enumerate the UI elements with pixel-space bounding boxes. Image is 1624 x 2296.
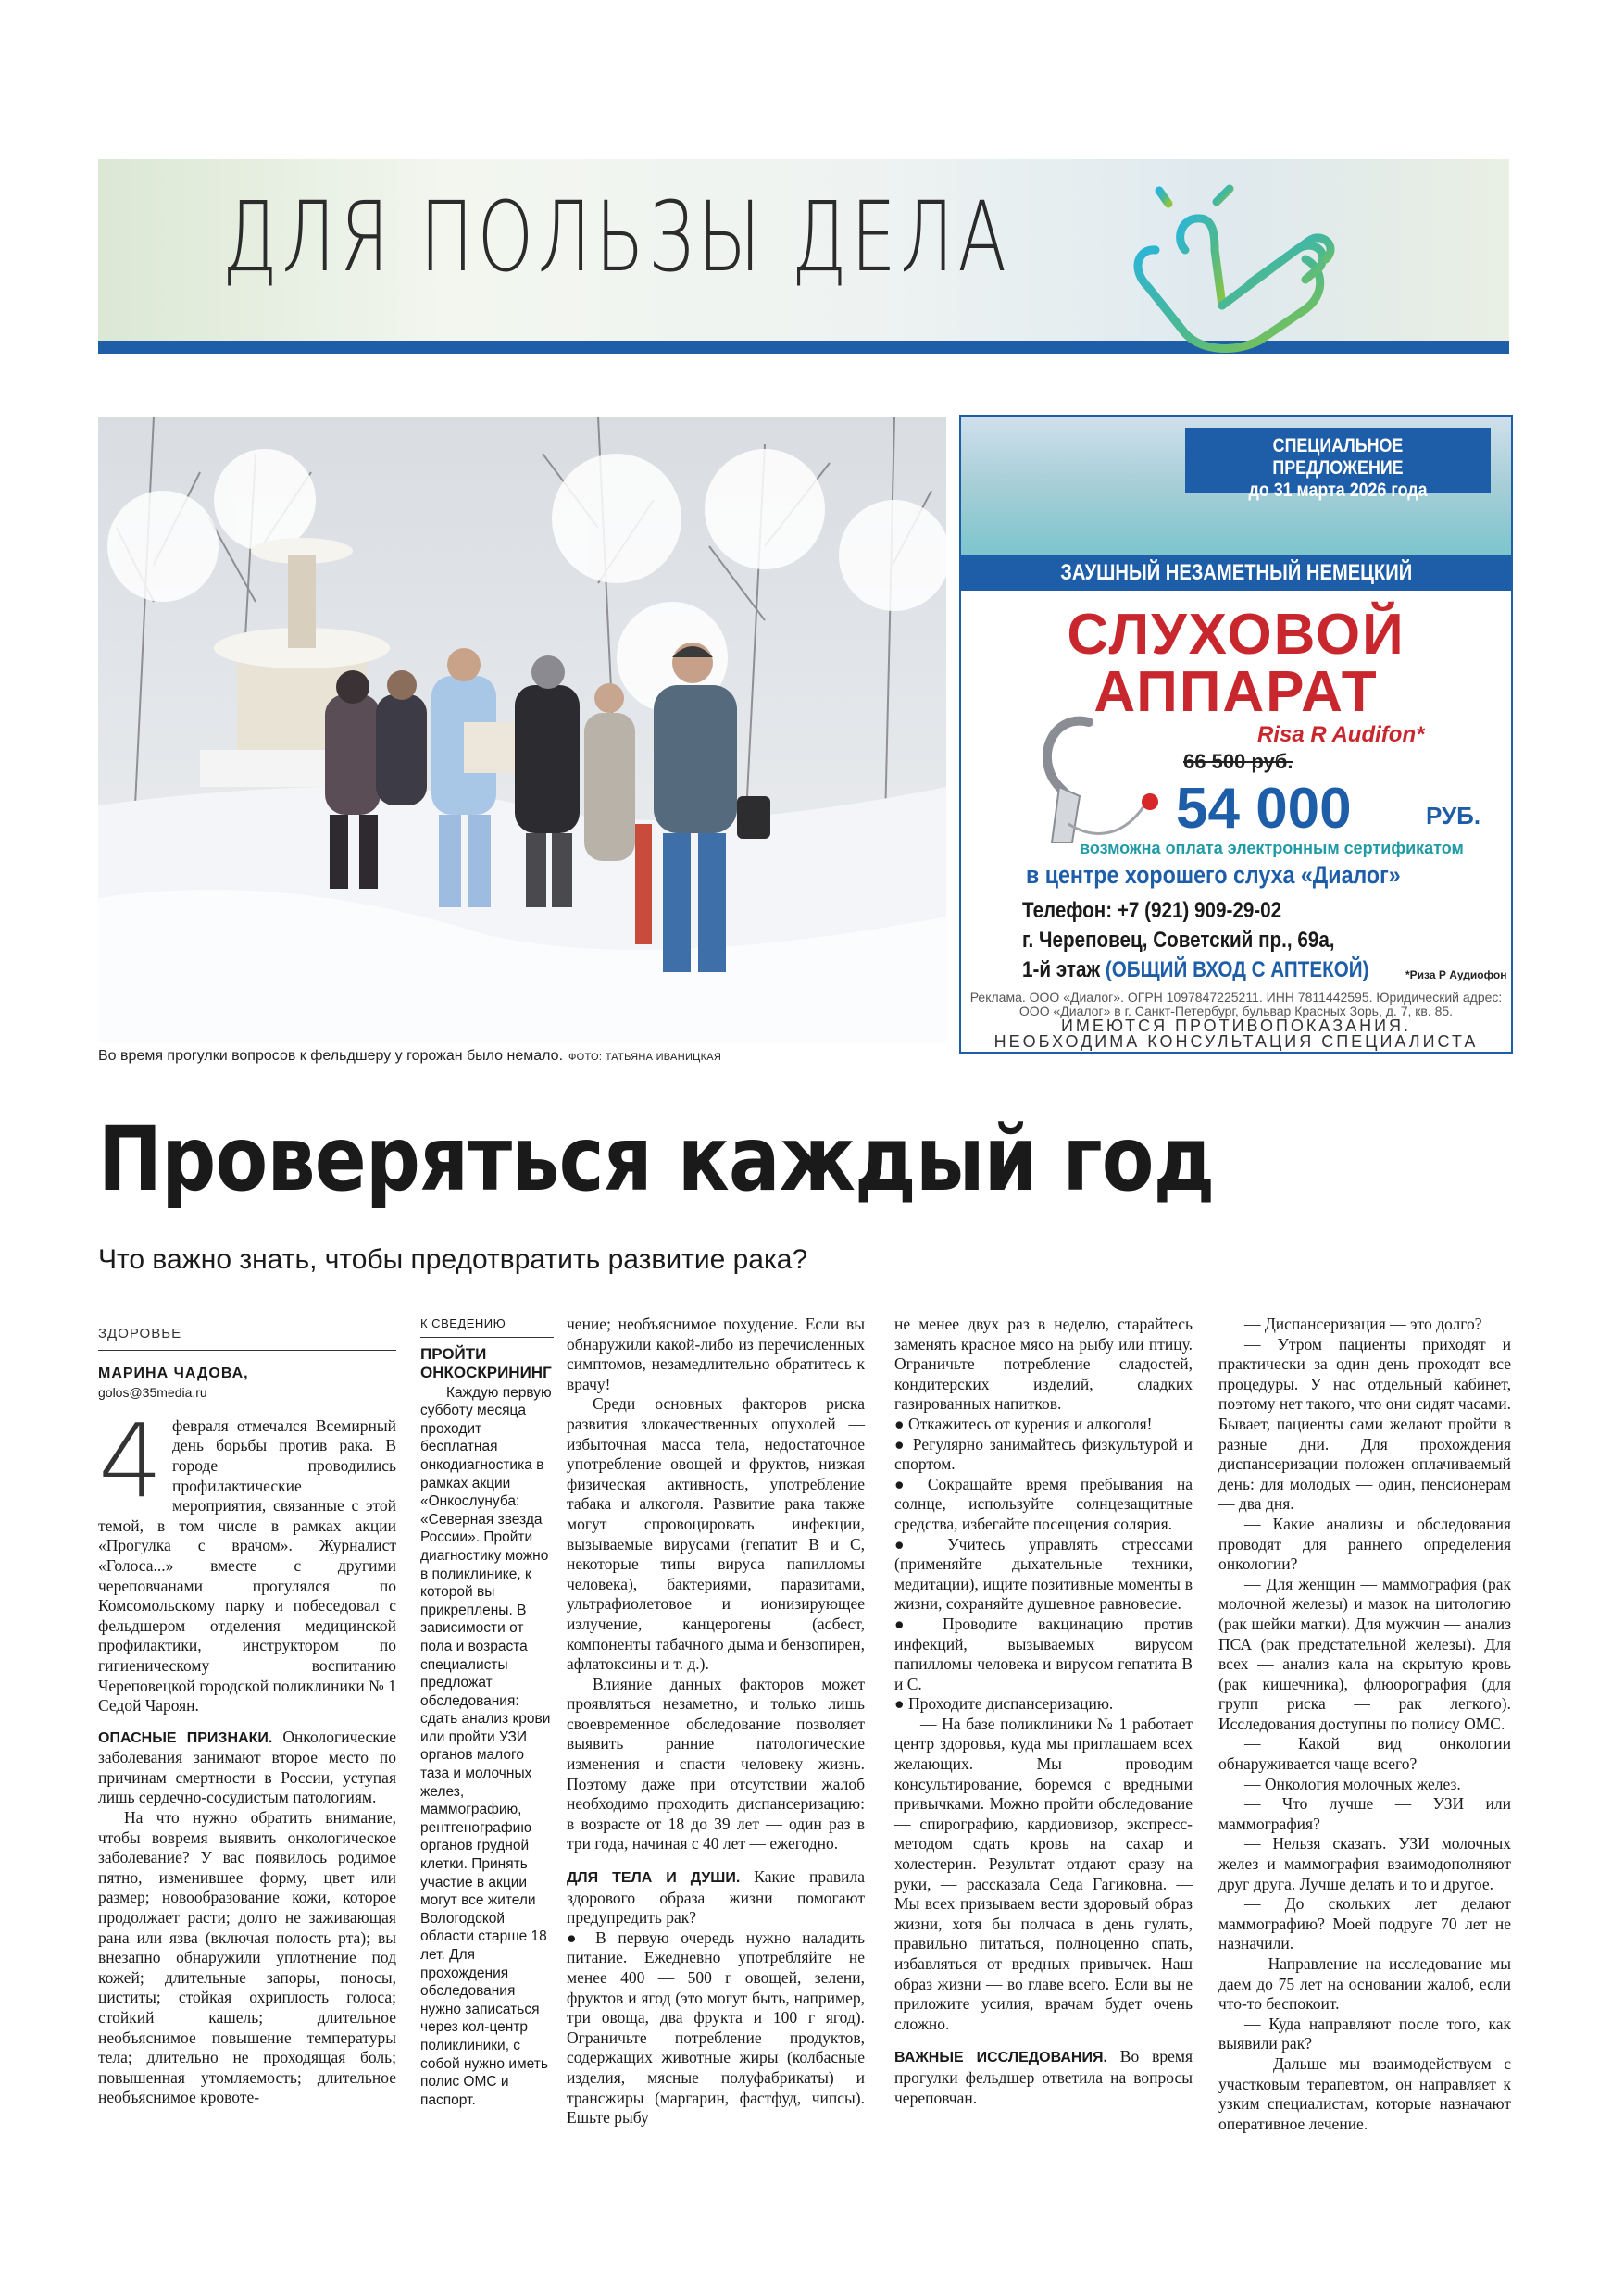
paragraph: На что нужно обратить внимание, чтобы вовремя выявить онкологическое заболевание? У вас появилось родимое пятно, изменившее форму, цвет или размер; новообразование кожи, которое продолжает расти; долго не заживающая рана или язва (включая полость рта); вы внезапно обнаружили уплотнение под кожей; длительные запоры, поносы, циститы; стойкая охриплость голоса; стойкий кашель; длительное необъяснимое повышение температуры тела; длительно не проходящая боль; повышенная утомляемость; длительное необъяснимое кровоте-: [98, 1808, 396, 2107]
paragraph: — Какой вид онкологии обнаруживается чаще всего?: [1218, 1734, 1511, 1774]
paragraph: — Направление на исследование мы даем до 75 лет на основании жалоб, если что-то беспокоит.: [1218, 1954, 1511, 2014]
paragraph-text: Онкологические заболевания занимают второе место по причинам смертности в России, уступая лишь сердечно-сосудистым патологиям.: [98, 1727, 396, 1807]
bullet-item: ● Учитесь управлять стрессами (применяйте дыхательные техники, медитации), ищите позитивные моменты в жизни, сохраняйте душевное равновесие.: [894, 1534, 1193, 1614]
article-column-4: [894, 1315, 1193, 2108]
bullet-item: ● Проводите вакцинацию против инфекций, вызываемых вирусом папилломы человека и вирусом гепатита В и С.: [894, 1614, 1193, 1693]
sidebar-title: ПРОЙТИ ОНКОСКРИНИНГ: [420, 1344, 552, 1381]
paragraph-text: Какие правила здорового образа жизни помогают предупредить рак?: [567, 1867, 866, 1928]
dropcap: 4: [98, 1401, 163, 1520]
hearing-aid-icon: [987, 694, 1191, 861]
ad-warning: [968, 1018, 1504, 1050]
paragraph: Среди основных факторов риска развития злокачественных опухолей — избыточная масса тела, недостаточное употребление овощей и фруктов, низкая физическая активность, употребление табака и алкоголя. Развитие рака также могут спровоцировать инфекции, вызываемые вирусами (гепатит В и С, некоторые типы вируса папилломы человека), бактериями, паразитами, ультрафиолетовое и ионизирующее излучение, канцерогены (асбест, компоненты табачного дыма и бензопирен, афлатоксины и т. д.).: [567, 1394, 865, 1674]
article-column-1: [98, 1324, 396, 2108]
paragraph: [98, 1728, 396, 1808]
section-bold: ВАЖНЫЕ ИССЛЕДОВАНИЯ.: [894, 2050, 1107, 2066]
ad-offer-line1: СПЕЦИАЛЬНОЕ ПРЕДЛОЖЕНИЕ: [1272, 435, 1404, 479]
paragraph: — Для женщин — маммография (рак молочной железы) и мазок на цитологию (рак шейки матки). Для мужчин — анализ ПСА (рак предстательной железы). Для всех — анализ кала на скрытую кровь (рак кишечника), флюорография (для групп риска — рак легкого). Исследования доступны по полису ОМС.: [1218, 1574, 1511, 1733]
ad-price: 54 000: [1176, 777, 1352, 841]
paragraph: — До скольких лет делают маммографию? Моей подруге 70 лет не назначили.: [1218, 1894, 1511, 1953]
ad-offer-box: [1185, 428, 1491, 501]
photo-caption: [98, 1048, 721, 1065]
tap-hand-icon: [1111, 111, 1352, 361]
author-name: МАРИНА ЧАДОВА,: [98, 1365, 249, 1381]
bullet-item: ● В первую очередь нужно наладить питание. Ежедневно употребляйте не менее 400 — 500 г овощей, зелени, фруктов и ягод (это могут быть, например, три овоща, два фрукта и 100 г ягод). Ограничьте потребление продуктов, содержащих животные жиры (колбасные изделия, мясные полуфабрикаты) и трансжиры (маргарин, фастфуд, чипсы). Ешьте рыбу: [567, 1928, 865, 2128]
sidebar-rubric: К СВЕДЕНИЮ: [420, 1315, 554, 1338]
paragraph: — Утром пациенты приходят и практически за один день проходят все процедуры. У нас отдельный кабинет, поэтому нет такого, что они сидят часами. Бывает, пациенты сами желают пройти в разные дни. Для прохождения диспансеризации положен оплачиваемый день: для молодых — один, пенсионерам — два дня.: [1218, 1334, 1511, 1514]
ad-band-text: ЗАУШНЫЙ НЕЗАМЕТНЫЙ НЕМЕЦКИЙ: [1059, 560, 1412, 585]
author-email: golos@35media.ru: [98, 1385, 207, 1401]
ad-floor-line: [1022, 957, 1368, 983]
ad-footnote: *Риза Р Аудиофон: [1405, 968, 1507, 981]
ad-floor: 1-й этаж: [1022, 957, 1101, 982]
lead-paragraph: [98, 1401, 396, 1716]
paragraph: чение; необъяснимое похудение. Если вы обнаружили какой-либо из перечисленных симптомов, незамедлительно обратитесь к врачу!: [567, 1315, 865, 1393]
article-subtitle: Что важно знать, чтобы предотвратить развитие рака?: [98, 1244, 808, 1275]
photo-credit: ФОТО: ТАТЬЯНА ИВАНИЦКАЯ: [568, 1052, 722, 1063]
ad-band: [961, 555, 1511, 591]
bullet-item: ● Регулярно занимайтесь физкультурой и спортом.: [894, 1434, 1193, 1474]
ad-center: в центре хорошего слуха «Диалог»: [1026, 861, 1401, 889]
paragraph-text: Во время прогулки фельдшер ответила на вопросы череповчан.: [894, 2047, 1193, 2107]
paragraph: — Какие анализы и обследования проводят для раннего определения онкологии?: [1218, 1514, 1511, 1574]
article-column-3: [567, 1315, 865, 2128]
paragraph: — Онкология молочных желез.: [1244, 1774, 1461, 1793]
ad-legal: Реклама. ООО «Диалог». ОГРН 1097847225211. ИНН 7811442595. Юридический адрес: ООО «Диалог» в г. Санкт-Петербург, бульвар Красных Зорь, д. 7, кв. 85.: [969, 990, 1503, 1018]
paragraph: не менее двух раз в неделю, старайтесь заменять красное мясо на рыбу или птицу. Ограничьте потребление сладостей, кондитерских изделий, сладких газированных напитков.: [894, 1315, 1193, 1414]
ad-certificate: возможна оплата электронным сертификатом: [1080, 839, 1464, 857]
info-sidebar: [420, 1315, 554, 2109]
paragraph: Влияние данных факторов может проявляться незаметно, и только лишь своевременное обследование позволяет выявить ранние патологические изменения и спасти человеку жизнь. Поэтому даже при отсутствии жалоб необходимо проходить диспансеризацию: в возрасте от 18 до 39 лет — один раз в три года, начиная с 40 лет — ежегодно.: [567, 1674, 865, 1853]
paragraph: — Нельзя сказать. УЗИ молочных желез и маммография взаимодополняют друг друга. Лучше делать и то и другое.: [1218, 1834, 1511, 1893]
article-column-5: [1218, 1315, 1511, 2134]
ad-warning-line2: НЕОБХОДИМА КОНСУЛЬТАЦИЯ СПЕЦИАЛИСТА: [993, 1032, 1479, 1051]
article-headline: Проверяться каждый год: [98, 1107, 1215, 1211]
ad-offer-line2: до 31 марта 2026 года: [1248, 480, 1428, 501]
ad-warning-line1: ИМЕЮТСЯ ПРОТИВОПОКАЗАНИЯ.: [1060, 1017, 1412, 1035]
paragraph: — Дальше мы взаимодействуем с участковым терапевтом, он направляет к узким специалистам, которые назначают оперативное лечение.: [1218, 2053, 1511, 2133]
bullet-item: ● Откажитесь от курения и алкоголя!: [894, 1414, 1153, 1433]
lead-text: февраля отмечался Всемирный день борьбы против рака. В городе проводились профилактические мероприятия, связанные с этой темой, в том числе в рамках акции «Прогулка с врачом». Журналист «Голоса...» вместе с другими череповчанами прогулялся по Комсомольскому парку и побеседовал с фельдшером отделения медицинской профилактики, инструктором по гигиеническому воспитанию Череповецкой городской поликлиники № 1 Седой Чароян.: [98, 1416, 396, 1716]
ad-price-unit: РУБ.: [1426, 802, 1481, 830]
winter-park-photo: [98, 417, 946, 1042]
paragraph: — Что лучше — УЗИ или маммография?: [1218, 1794, 1511, 1833]
section-title: ДЛЯ ПОЛЬЗЫ ДЕЛА: [222, 181, 1011, 293]
bullet-item: ● Проходите диспансеризацию.: [894, 1694, 1114, 1714]
paragraph: [894, 2047, 1193, 2108]
caption-text: Во время прогулки вопросов к фельдшеру у горожан было немало.: [98, 1048, 564, 1064]
ad-address: г. Череповец, Советский пр., 69а,: [1022, 928, 1335, 953]
article-rubric: ЗДОРОВЬЕ: [98, 1324, 396, 1351]
paragraph: [567, 1867, 865, 1928]
paragraph: — На базе поликлиники № 1 работает центр здоровья, куда мы приглашаем всех желающих. Мы проводим консультирование, боремся с вредными привычками. Можно пройти обследование — спирографию, кардиовизор, экспресс-методом сдать кровь на сахар и холестерин. Результат отдают сразу на руки, — рассказала Седа Гагиковна. — Мы всех призываем вести здоровый образ жизни, хотя бы полчаса в день гулять, правильно питаться, полноценно спать, избавляться от вредных привычек. Наш образ жизни — во главе всего. Если вы не приложите усилия, врачам будет очень сложно.: [894, 1714, 1193, 2033]
bullet-item: ● Сокращайте время пребывания на солнце, используйте солнцезащитные средства, избегайте посещения солярия.: [894, 1474, 1193, 1533]
ad-title-line1: СЛУХОВОЙ: [1067, 603, 1405, 667]
paragraph: — Диспансеризация — это долго?: [1244, 1315, 1482, 1333]
section-bold: ДЛЯ ТЕЛА И ДУШИ.: [567, 1870, 741, 1887]
lead-bold: ОПАСНЫЕ ПРИЗНАКИ.: [98, 1729, 273, 1746]
ad-model: Risa R Audifon*: [1257, 722, 1425, 747]
paragraph: — Куда направляют после того, как выявили рак?: [1218, 2014, 1511, 2053]
sidebar-text: Каждую первую субботу месяца проходит бесплатная онкодиагностика в рамках акции «Онкослунуба: «Северная звезда России». Пройти диагностику можно в поликлинике, к которой вы прикреплены. В зависимости от пола и возраста специалисты предложат обследования: сдать анализ крови или пройти УЗИ органов малого таза и молочных желез, маммографию, рентгенографию органов грудной клетки. Принять участие в акции могут все жители Вологодской области старше 18 лет. Для прохождения обследования нужно записаться через кол-центр поликлиники, с собой нужно иметь полис ОМС и паспорт.: [420, 1384, 552, 2108]
hearing-aid-ad: [959, 415, 1513, 1054]
ad-entrance: (ОБЩИЙ ВХОД С АПТЕКОЙ): [1105, 957, 1369, 982]
ad-title-line2: АППАРАТ: [1093, 660, 1379, 724]
ad-phone: Телефон: +7 (921) 909-29-02: [1022, 898, 1282, 923]
ad-old-price: 66 500 руб.: [1183, 750, 1293, 773]
